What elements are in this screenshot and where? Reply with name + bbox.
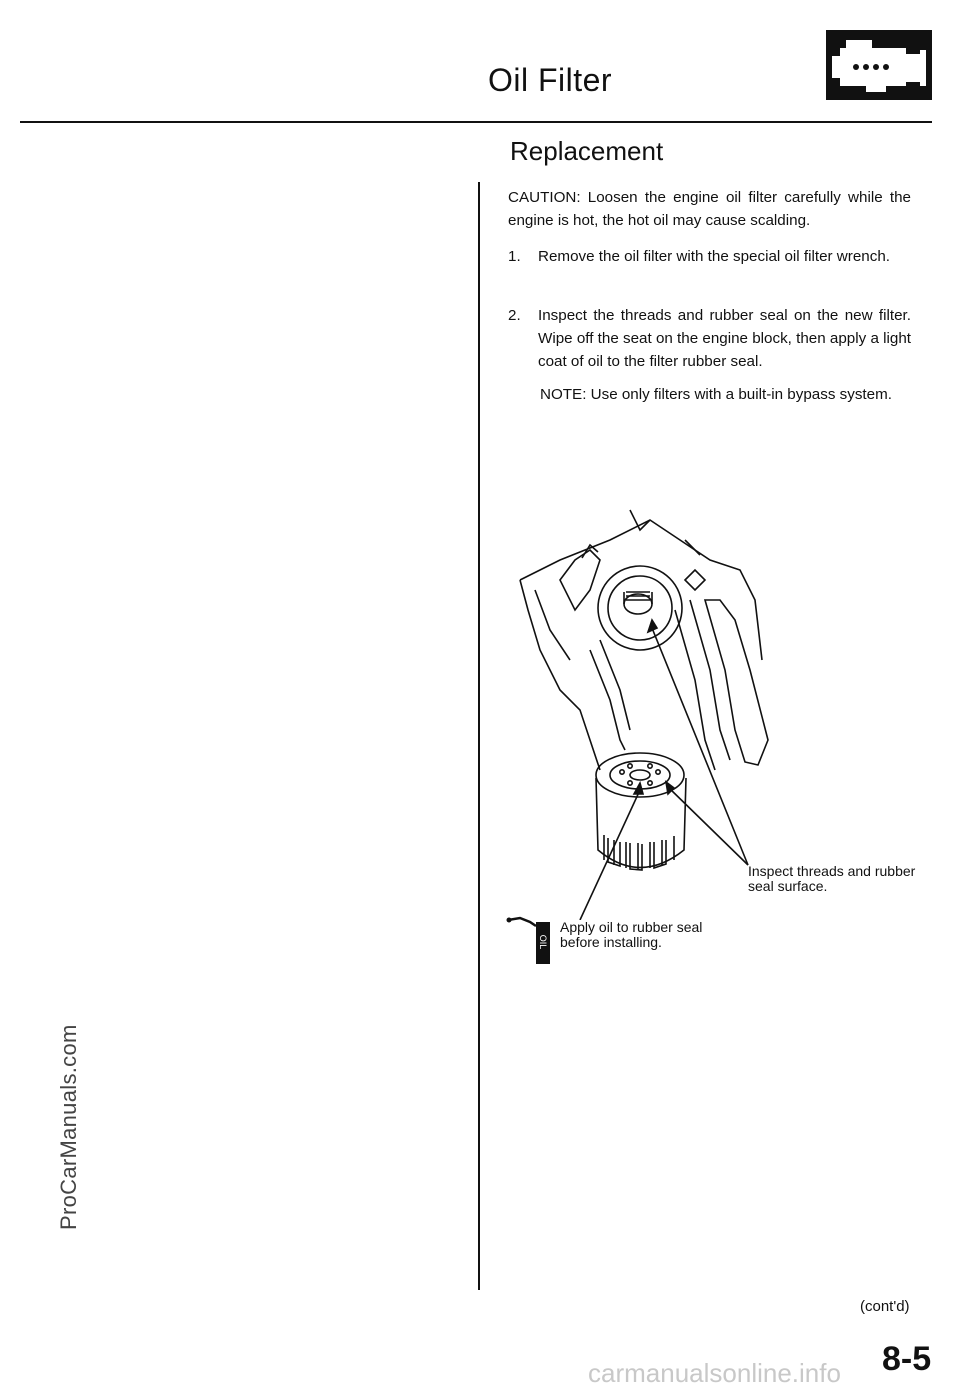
- note-text: NOTE: Use only filters with a built-in bypass system.: [540, 386, 892, 403]
- side-watermark: ProCarManuals.com: [56, 1024, 81, 1230]
- footer-watermark: carmanualsonline.info: [588, 1358, 841, 1388]
- callout-inspect-threads: Inspect threads and rubber seal surface.: [748, 863, 916, 894]
- header-rule: [20, 121, 932, 123]
- oil-can-label: OIL: [538, 934, 548, 950]
- section-heading: Replacement: [510, 136, 664, 166]
- callout-apply-oil: Apply oil to rubber seal before installing.: [560, 919, 703, 950]
- page-title: Oil Filter: [487, 62, 613, 98]
- step-1-number: 1.: [508, 248, 521, 265]
- page-number: 8-5: [882, 1340, 932, 1378]
- step-1: [508, 245, 911, 268]
- step-1-text: Remove the oil filter with the special oil filter wrench.: [538, 248, 890, 265]
- oil-can-icon: [506, 912, 558, 966]
- step-2-text: Inspect the threads and rubber seal on the new filter. Wipe off the seat on the engine block, then apply a light coat of oil to the filter rubber seal.: [538, 307, 911, 370]
- step-2: [508, 304, 911, 373]
- column-divider: [478, 182, 480, 1290]
- step-2-number: 2.: [508, 307, 521, 324]
- oil-filter-illustration: [500, 500, 790, 920]
- engine-icon: [826, 30, 932, 100]
- caution-text: CAUTION: Loosen the engine oil filter carefully while the engine is hot, the hot oil may cause scalding.: [508, 189, 911, 229]
- continued-label: (cont'd): [860, 1298, 910, 1315]
